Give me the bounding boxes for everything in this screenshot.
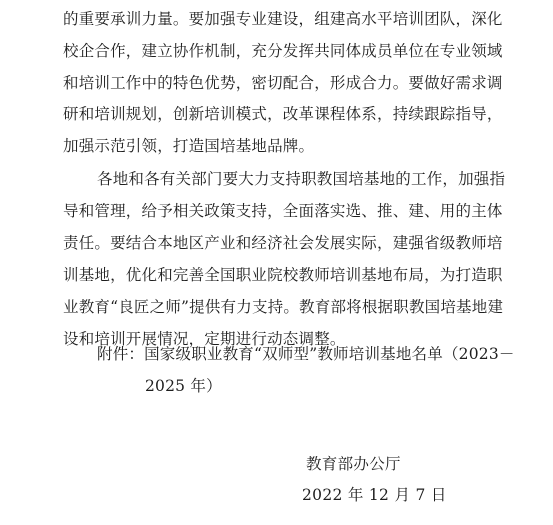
paragraph-line: 设和培训开展情况，定期进行动态调整。 (63, 330, 346, 348)
paragraph-line: 研和培训规划，创新培训模式，改革课程体系，持续跟踪指导， (63, 105, 503, 123)
paragraph-line: 责任。要结合本地区产业和经济社会发展实际，建强省级教师培 (63, 234, 503, 252)
attachment-line: 2025 年） (145, 377, 222, 395)
paragraph-line: 校企合作，建立协作机制，充分发挥共同体成员单位在专业领域 (63, 42, 503, 60)
issuer-name: 教育部办公厅 (306, 455, 401, 473)
paragraph-line: 各地和各有关部门要大力支持职教国培基地的工作，加强指 (97, 170, 506, 188)
paragraph-line: 的重要承训力量。要加强专业建设，组建高水平培训团队，深化 (63, 10, 503, 28)
paragraph-line: 和培训工作中的特色优势，密切配合，形成合力。要做好需求调 (63, 74, 503, 92)
paragraph-line: 业教育“良匠之师”提供有力支持。教育部将根据职教国培基地建 (63, 298, 504, 316)
attachment-line: 附件：国家级职业教育“双师型”教师培训基地名单（2023－ (97, 345, 515, 363)
issue-date: 2022 年 12 月 7 日 (302, 486, 447, 504)
paragraph-line: 加强示范引领，打造国培基地品牌。 (63, 137, 315, 155)
paragraph-line: 训基地，优化和完善全国职业院校教师培训基地布局，为打造职 (63, 266, 503, 284)
paragraph-line: 导和管理，给予相关政策支持，全面落实选、推、建、用的主体 (63, 202, 503, 220)
